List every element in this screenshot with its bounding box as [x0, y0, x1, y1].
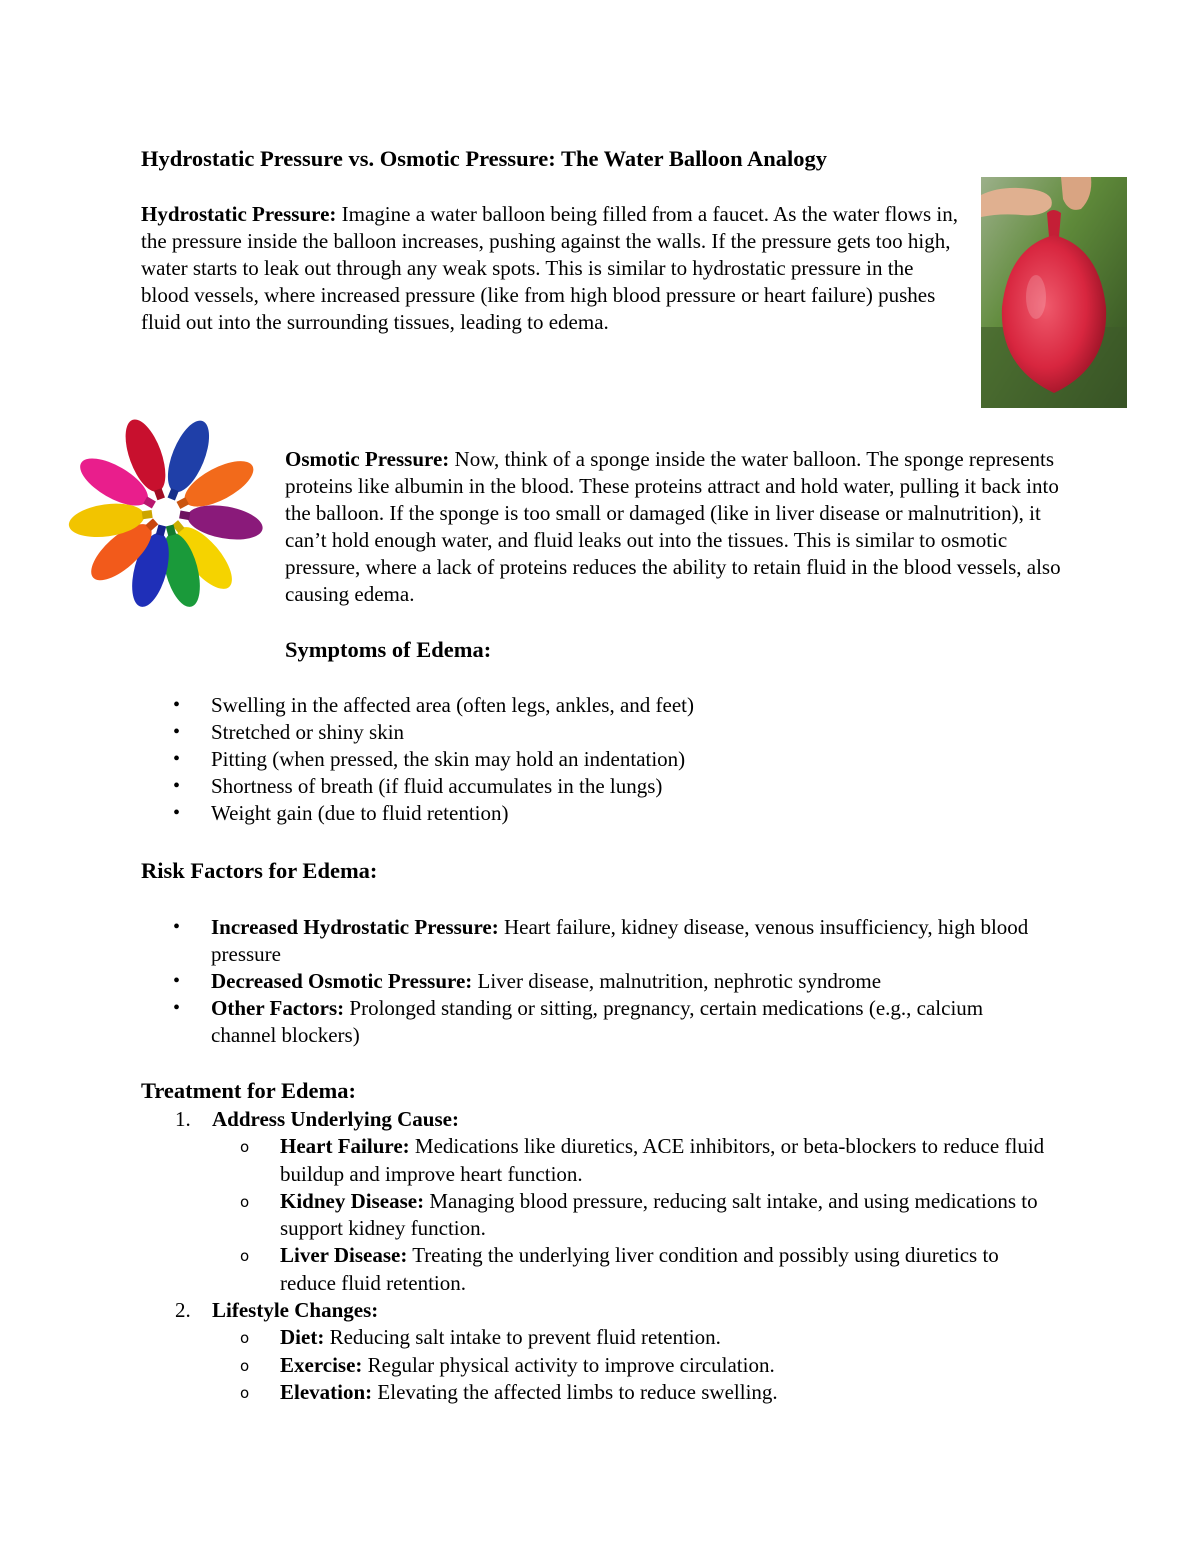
list-item: o Heart Failure: Medications like diuretics, ACE inhibitors, or beta-blockers to reduce fluid buildup and improve heart function.	[240, 1134, 1045, 1186]
item-label: Elevation:	[280, 1379, 373, 1404]
risk-label: Other Factors:	[211, 996, 345, 1020]
list-item: • Decreased Osmotic Pressure: Liver disease, malnutrition, nephrotic syndrome	[173, 969, 882, 993]
hydrostatic-paragraph	[141, 201, 966, 336]
item-text: Elevating the affected limbs to reduce swelling.	[372, 1379, 778, 1404]
risk-label: Increased Hydrostatic Pressure:	[211, 915, 499, 939]
treatment-heading: Treatment for Edema:	[141, 1078, 356, 1103]
symptom-text: Weight gain (due to fluid retention)	[211, 801, 509, 825]
item-label: Exercise:	[280, 1352, 363, 1377]
symptoms-list	[173, 692, 1073, 827]
section-title: Lifestyle Changes:	[212, 1298, 379, 1323]
section-number: 2.	[175, 1298, 191, 1323]
item-text: Regular physical activity to improve circulation.	[362, 1352, 775, 1377]
symptom-text: Swelling in the affected area (often legs, ankles, and feet)	[211, 693, 694, 717]
treatment-section	[175, 1297, 1055, 1406]
list-item: o Kidney Disease: Managing blood pressure, reducing salt intake, and using medications to support kidney function.	[240, 1188, 1038, 1241]
list-item: • Shortness of breath (if fluid accumulates in the lungs)	[173, 774, 663, 798]
item-text: Managing blood pressure, reducing salt intake, and using medications to support kidney function.	[280, 1188, 1038, 1241]
risk-text: Liver disease, malnutrition, nephrotic syndrome	[472, 969, 882, 993]
list-item: • Pitting (when pressed, the skin may hold an indentation)	[173, 747, 686, 771]
hydrostatic-text: Imagine a water balloon being filled from a faucet. As the water flows in, the pressure inside the balloon increases, pushing against the walls. If the pressure gets too high, water starts to leak out through any weak spots. This is similar to hydrostatic pressure in the blood vessels, where increased pressure (like from high blood pressure or heart failure) pushes fluid out into the surrounding tissues, leading to edema.	[141, 202, 959, 334]
osmotic-paragraph	[285, 446, 1065, 608]
treatment-list	[175, 1106, 1055, 1406]
treatment-section	[175, 1106, 1055, 1297]
osmotic-label: Osmotic Pressure:	[285, 447, 450, 471]
symptom-text: Stretched or shiny skin	[211, 720, 405, 744]
balloons-ring-graphic	[66, 414, 266, 610]
list-item: o Elevation: Elevating the affected limbs to reduce swelling.	[240, 1379, 778, 1404]
symptom-text: Pitting (when pressed, the skin may hold an indentation)	[211, 747, 686, 771]
list-item: • Other Factors: Prolonged standing or sitting, pregnancy, certain medications (e.g., calcium channel blockers)	[173, 996, 984, 1047]
colorful-balloons-image	[66, 414, 266, 610]
sub-list	[240, 1133, 1055, 1297]
item-label: Diet:	[280, 1325, 325, 1350]
risk-text: Prolonged standing or sitting, pregnancy, certain medications (e.g., calcium channel blockers)	[211, 996, 984, 1047]
item-label: Kidney Disease:	[280, 1188, 425, 1213]
list-item: • Swelling in the affected area (often legs, ankles, and feet)	[173, 693, 694, 717]
symptoms-heading: Symptoms of Edema:	[285, 637, 492, 662]
list-item: • Weight gain (due to fluid retention)	[173, 801, 509, 825]
item-label: Heart Failure:	[280, 1134, 410, 1159]
list-item: • Stretched or shiny skin	[173, 720, 405, 744]
list-item: o Liver Disease: Treating the underlying liver condition and possibly using diuretics to reduce fluid retention.	[240, 1243, 999, 1295]
section-title: Address Underlying Cause:	[212, 1107, 459, 1131]
item-text: Treating the underlying liver condition and possibly using diuretics to reduce fluid retention.	[280, 1243, 999, 1295]
osmotic-text: Now, think of a sponge inside the water balloon. The sponge represents proteins like albumin in the blood. These proteins attract and hold water, pulling it back into the balloon. If the sponge is too small or damaged (like in liver disease or malnutrition), it can’t hold enough water, and fluid leaks out into the tissues. This is similar to osmotic pressure, where a lack of proteins reduces the ability to retain fluid in the blood vessels, also causing edema.	[285, 447, 1061, 606]
symptom-text: Shortness of breath (if fluid accumulates in the lungs)	[211, 774, 663, 798]
item-text: Reducing salt intake to prevent fluid retention.	[324, 1325, 721, 1350]
sub-list	[240, 1324, 1055, 1406]
list-item: o Diet: Reducing salt intake to prevent fluid retention.	[240, 1325, 721, 1350]
section-number: 1.	[175, 1107, 191, 1131]
water-balloon-photo	[981, 177, 1127, 408]
item-text: Medications like diuretics, ACE inhibitors, or beta-blockers to reduce fluid buildup and improve heart function.	[280, 1134, 1045, 1186]
risk-label: Decreased Osmotic Pressure:	[211, 969, 473, 993]
water-balloon-image	[981, 177, 1127, 408]
risk-factors-heading: Risk Factors for Edema:	[141, 858, 378, 883]
risk-text: Heart failure, kidney disease, venous insufficiency, high blood pressure	[211, 915, 1029, 966]
risk-factors-list	[173, 914, 1033, 1049]
hydrostatic-label: Hydrostatic Pressure:	[141, 202, 337, 226]
list-item: • Increased Hydrostatic Pressure: Heart failure, kidney disease, venous insufficiency, high blood pressure	[173, 915, 1029, 966]
item-label: Liver Disease:	[280, 1243, 408, 1268]
page-title: Hydrostatic Pressure vs. Osmotic Pressure: The Water Balloon Analogy	[141, 146, 828, 171]
list-item: o Exercise: Regular physical activity to improve circulation.	[240, 1352, 775, 1377]
